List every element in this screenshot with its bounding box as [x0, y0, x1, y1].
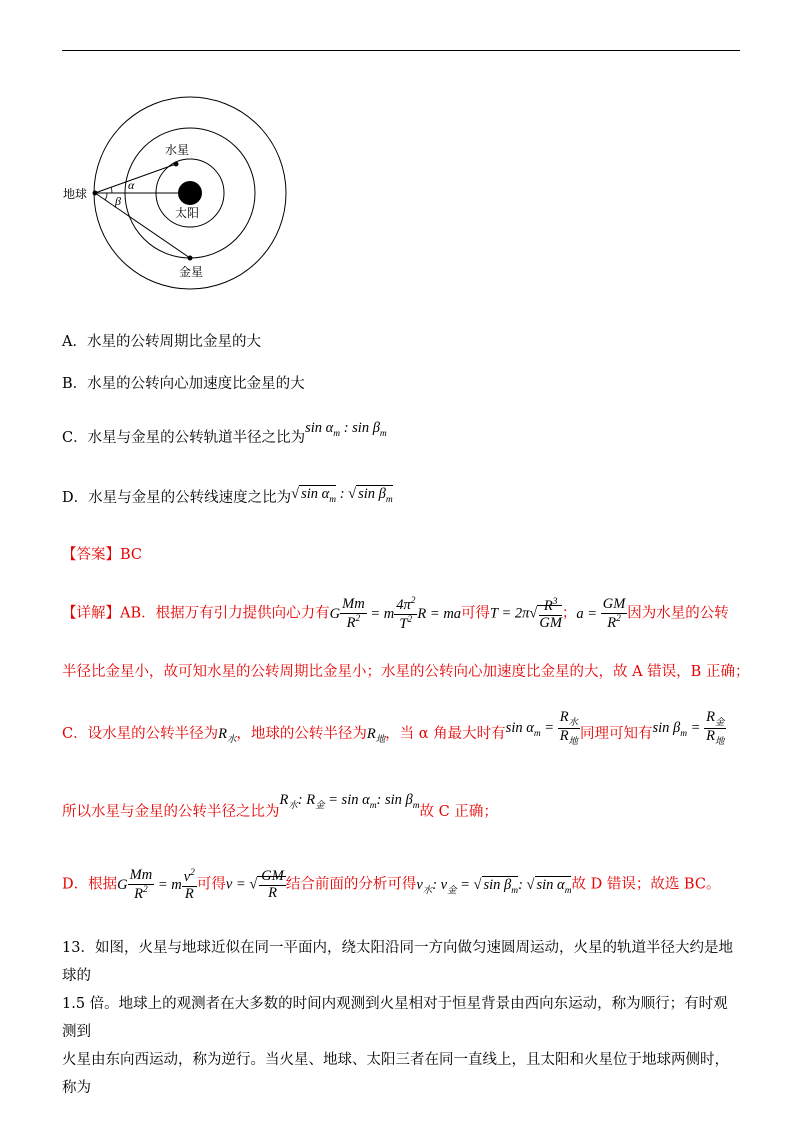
explanation-line-1-mid: 可得	[461, 605, 491, 622]
sun	[178, 181, 202, 205]
explanation-line-1-sep: ；	[561, 605, 577, 622]
option-c-text: C．水星与金星的公转轨道半径之比为	[62, 430, 306, 446]
period-formula: T = 2π√ $\frac{R^3}{GM}$	[490, 596, 562, 631]
answer	[62, 543, 142, 564]
sin-alpha-formula: $\sin \alpha_m$ = $\frac{R_水}{R_地}$	[505, 709, 578, 748]
explanation-line-3-d: 同理可知有	[579, 726, 653, 743]
explanation-line-1	[62, 596, 729, 633]
explanation-line-5-b: 可得	[196, 876, 226, 893]
venus-label: 金星	[179, 265, 204, 279]
explanation-line-5	[62, 868, 720, 903]
explanation-line-5-c: 结合前面的分析可得	[285, 876, 417, 893]
option-b	[62, 372, 305, 393]
mercury-dot	[174, 162, 179, 167]
earth-dot	[93, 191, 98, 196]
question-13-line-1: 13．如图，火星与地球近似在同一平面内，绕太阳沿同一方向做匀速圆周运动，火星的轨道半径大约是地球的	[62, 940, 733, 984]
question-13	[62, 934, 742, 1102]
explanation-line-3-c: ，当 α 角最大时有	[385, 726, 506, 743]
option-a-text: A．水星的公转周期比金星的大	[62, 334, 261, 350]
venus-dot	[188, 256, 193, 261]
question-13-line-2: 1.5 倍。地球上的观测者在大多数的时间内观测到火星相对于恒星背景由西向东运动，称为顺行；有时观测到	[62, 996, 728, 1040]
r-earth: $R_地$	[366, 726, 386, 745]
acceleration-formula: a = $\frac{GM}{R^2}$	[576, 595, 626, 631]
r-mercury: $R_水$	[218, 726, 237, 745]
explanation-line-4-a: 所以水星与金星的公转半径之比为	[62, 804, 280, 820]
sun-label: 太阳	[175, 206, 200, 220]
mercury-label: 水星	[165, 143, 190, 157]
explanation-line-2	[62, 660, 749, 681]
earth-label: 地球	[63, 187, 88, 201]
explanation-line-5-d: 故 D 错误；故选 BC。	[571, 876, 721, 893]
centripetal-formula: G $\frac{Mm}{R^2}$ = m $\frac{v^2}{R}$	[117, 867, 195, 902]
option-a	[62, 330, 261, 351]
velocity-ratio-formula: $v_水$: $v_金$ = √ $\sin \beta_m$: √ $\sin \alpha_m$	[416, 876, 572, 896]
answer-label: 【答案】	[62, 547, 120, 563]
earth-mercury-line	[95, 164, 176, 193]
explanation-line-3	[62, 709, 726, 754]
explanation-line-5-a: D．根据	[62, 876, 118, 893]
sin-beta-formula: $\sin \beta_m$ = $\frac{R_金}{R_地}$	[652, 709, 725, 748]
question-13-line-3: 火星由东向西运动，称为逆行。当火星、地球、太阳三者在同一直线上，且太阳和火星位于地球两侧时，称为	[62, 1052, 729, 1096]
explanation-line-3-b: ，地球的公转半径为	[236, 726, 367, 743]
orbit-diagram	[55, 92, 315, 302]
beta-label: β	[115, 194, 121, 208]
option-c-formula: $\sin \alpha_m$ : $\sin \beta_m$	[305, 420, 387, 439]
explanation-line-1-suffix: 因为水星的公转	[627, 605, 729, 622]
option-d	[62, 486, 393, 509]
explanation-line-2-text: 半径比金星小，故可知水星的公转周期比金星小；水星的公转向心加速度比金星的大，故 A 错误，B 正确；	[62, 664, 750, 680]
earth-venus-line	[95, 193, 190, 258]
velocity-formula: v = √ $\frac{GM}{R}$	[225, 867, 284, 901]
explanation-line-3-a: C．设水星的公转半径为	[62, 726, 219, 743]
option-b-text: B．水星的公转向心加速度比金星的大	[62, 376, 305, 392]
explanation-line-4-b: 故 C 正确；	[419, 804, 498, 820]
radius-ratio-formula: $R_水$: $R_金 = \sin \alpha_m$: $\sin \beta_m$	[279, 792, 420, 811]
option-d-formula: √ $\sin \alpha_m$ : √ $\sin \beta_m$	[291, 486, 393, 505]
option-d-text: D．水星与金星的公转线速度之比为	[62, 490, 292, 506]
header-rule	[62, 50, 740, 51]
gravity-formula: G $\frac{Mm}{R^2}$ = m $\frac{4\pi^2}{T^2}$ R = ma	[329, 595, 462, 632]
explanation-line-4	[62, 792, 498, 823]
alpha-label: α	[128, 178, 135, 192]
beta-arc	[105, 193, 107, 200]
answer-value: BC	[120, 547, 143, 563]
alpha-arc	[111, 187, 112, 193]
option-c	[62, 420, 387, 449]
explanation-line-1-prefix: 【详解】AB．根据万有引力提供向心力有	[62, 605, 330, 622]
